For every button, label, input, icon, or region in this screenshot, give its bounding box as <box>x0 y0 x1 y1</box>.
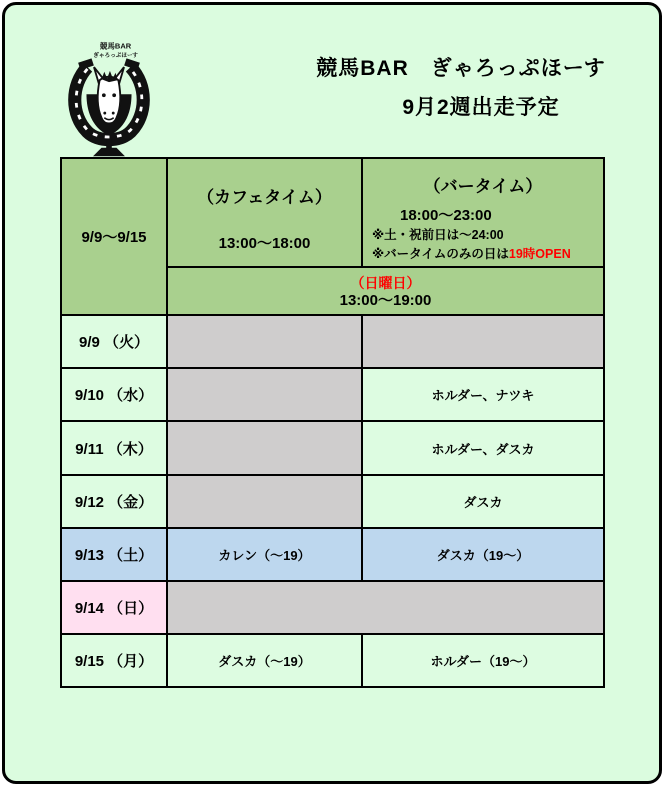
bar-cell: ダスカ（19～） <box>362 528 604 581</box>
schedule-row-9-12 <box>61 475 604 528</box>
cafe-time-title: （カフェタイム） <box>197 187 332 207</box>
bar-cell-closed <box>362 315 604 368</box>
schedule-row-9-9 <box>61 315 604 368</box>
horse-nostril-left <box>103 112 106 115</box>
schedule-table <box>60 157 605 688</box>
logo-text-line2: ぎゃろっぷほーす <box>93 52 138 59</box>
horse-nostril-right <box>112 112 115 115</box>
cafe-time-hours: 13:00～18:00 <box>218 234 311 252</box>
bar-cell: ホルダー、ナツキ <box>362 368 604 421</box>
horse-eye-left <box>102 93 106 97</box>
closed-all-day-cell <box>167 581 604 634</box>
bar-cell: ホルダー、ダスカ <box>362 421 604 475</box>
bar-note-open-highlight: 19時OPEN <box>508 247 571 261</box>
date-cell: 9/12 （金） <box>61 475 167 528</box>
date-cell: 9/14 （日） <box>61 581 167 634</box>
logo-stem <box>106 139 112 148</box>
page-title-line2: 9月2週出走予定 <box>402 96 560 119</box>
date-cell: 9/9 （火） <box>61 315 167 368</box>
sunday-header-hours: 13:00～19:00 <box>339 292 432 310</box>
date-cell: 9/13 （土） <box>61 528 167 581</box>
bar-time-title: （バータイム） <box>423 177 543 197</box>
logo-text-line1: 競馬BAR <box>99 41 132 51</box>
bar-time-hours: 18:00～23:00 <box>400 207 492 225</box>
cafe-cell: ダスカ（～19） <box>167 634 362 687</box>
bar-note-open-prefix: ※バータイムのみの日は <box>372 247 509 261</box>
logo-base <box>93 148 125 156</box>
cafe-cell-closed <box>167 475 362 528</box>
horseshoe-logo-icon <box>62 38 156 160</box>
cafe-cell-closed <box>167 315 362 368</box>
header-row <box>61 158 604 267</box>
horse-face <box>98 77 121 124</box>
schedule-row-9-11 <box>61 421 604 475</box>
schedule-row-9-15 <box>61 634 604 687</box>
horse-eye-right <box>112 93 116 97</box>
cafe-cell: カレン（～19） <box>167 528 362 581</box>
schedule-row-9-14 <box>61 581 604 634</box>
bar-note-saturday: ※土・祝前日は～24:00 <box>372 228 504 243</box>
bar-time-details <box>363 204 603 263</box>
bar-note-open <box>372 246 603 263</box>
sunday-header-title: （日曜日） <box>350 275 421 292</box>
date-cell: 9/11 （木） <box>61 421 167 475</box>
page-title-line1: 競馬BAR ぎゃろっぷほーす <box>316 57 606 80</box>
schedule-row-9-13 <box>61 528 604 581</box>
cafe-cell-closed <box>167 421 362 475</box>
page-title <box>268 52 654 121</box>
date-cell: 9/10 （水） <box>61 368 167 421</box>
bar-cell: ダスカ <box>362 475 604 528</box>
sunday-header-cell <box>167 267 604 315</box>
week-range-cell: 9/9～9/15 <box>61 158 167 315</box>
cafe-time-header-cell <box>167 158 362 267</box>
date-cell: 9/15 （月） <box>61 634 167 687</box>
cafe-cell-closed <box>167 368 362 421</box>
bar-cell: ホルダー（19～） <box>362 634 604 687</box>
schedule-row-9-10 <box>61 368 604 421</box>
bar-time-header-cell <box>362 158 604 267</box>
